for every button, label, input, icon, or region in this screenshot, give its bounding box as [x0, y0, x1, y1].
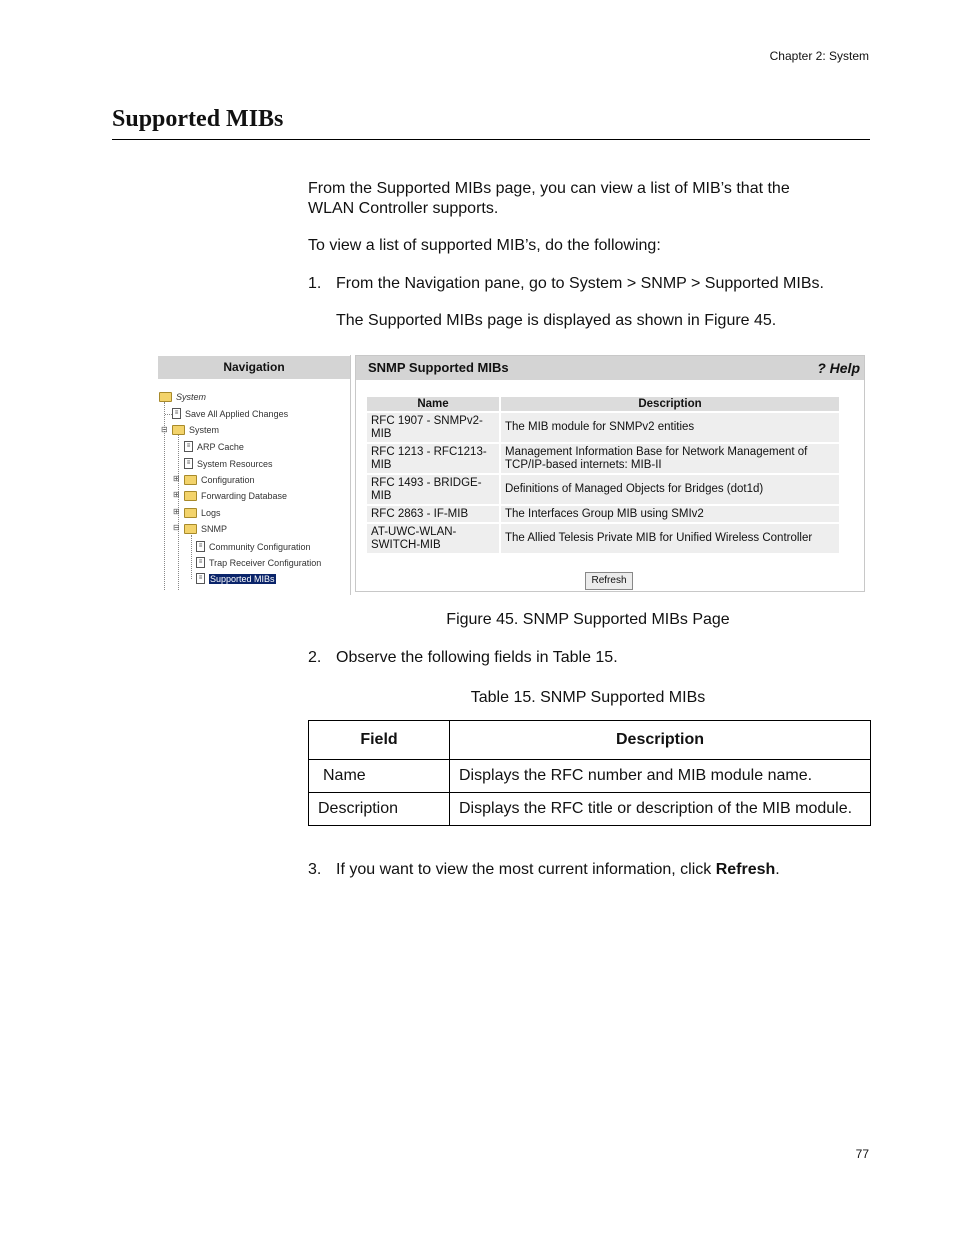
nav-item-snmp[interactable]: SNMP [184, 524, 227, 534]
step-2 [308, 648, 868, 668]
column-header-description: Description [501, 397, 839, 411]
figure-caption: Figure 45. SNMP Supported MIBs Page [446, 611, 730, 628]
page-icon: ≡ [196, 541, 205, 552]
field-description: Displays the RFC number and MIB module name. [450, 760, 871, 793]
mib-name: RFC 1493 - BRIDGE-MIB [367, 475, 499, 504]
page-icon: ≡ [184, 458, 193, 469]
field-name: Description [309, 793, 450, 826]
mib-description: The MIB module for SNMPv2 entities [501, 413, 839, 442]
page-icon: ≡ [172, 408, 181, 419]
folder-icon [184, 491, 197, 501]
page-number: 77 [855, 1147, 869, 1161]
intro-line-1: From the Supported MIBs page, you can view a list of MIB’s that the [308, 180, 790, 197]
chapter-header: Chapter 2: System [769, 49, 869, 63]
step-text: Observe the following fields in Table 15. [336, 649, 618, 666]
folder-icon [184, 508, 197, 518]
mib-name: RFC 1907 - SNMPv2-MIB [367, 413, 499, 442]
table-row [367, 506, 839, 522]
field-name: Name [309, 760, 450, 793]
navigation-pane [158, 355, 351, 595]
table-row [367, 475, 839, 504]
intro-paragraph [308, 179, 868, 219]
page-title: SNMP Supported MIBs [368, 360, 509, 375]
fields-table [308, 720, 871, 826]
main-header [356, 356, 864, 380]
step-number: 3. [308, 861, 322, 878]
nav-item-save-all-applied-changes[interactable]: ≡ Save All Applied Changes [172, 408, 288, 419]
mib-table [365, 395, 841, 555]
collapse-icon[interactable]: ⊟ [161, 425, 168, 434]
section-title: Supported MIBs [112, 106, 284, 132]
intro-line-2: WLAN Controller supports. [308, 200, 499, 217]
table-caption: Table 15. SNMP Supported MIBs [470, 689, 706, 706]
table-row [309, 760, 871, 793]
mib-description: Management Information Base for Network Management of TCP/IP-based internets: MIB-II [501, 444, 839, 473]
nav-item-forwarding-database[interactable]: Forwarding Database [184, 491, 287, 501]
expand-icon[interactable]: ⊞ [173, 474, 180, 483]
nav-item-logs[interactable]: Logs [184, 508, 221, 518]
mib-name: AT-UWC-WLAN-SWITCH-MIB [367, 524, 499, 553]
refresh-button[interactable]: Refresh [585, 572, 633, 590]
nav-item-configuration[interactable]: Configuration [184, 475, 255, 485]
nav-item-supported-mibs[interactable]: ≡ Supported MIBs [196, 573, 276, 584]
column-header-description: Description [450, 721, 871, 760]
nav-item-arp-cache[interactable]: ≡ ARP Cache [184, 441, 244, 452]
todo-paragraph: To view a list of supported MIB’s, do the following: [308, 237, 661, 254]
step-1 [308, 274, 868, 294]
table-row [367, 524, 839, 553]
nav-item-system-resources[interactable]: ≡ System Resources [184, 458, 273, 469]
table-row [367, 413, 839, 442]
navigation-header: Navigation [158, 356, 350, 379]
expand-icon[interactable]: ⊞ [173, 507, 180, 516]
page-icon: ≡ [196, 573, 205, 584]
table-row [367, 444, 839, 473]
mib-description: Definitions of Managed Objects for Bridges (dot1d) [501, 475, 839, 504]
folder-open-icon [172, 425, 185, 435]
table-row [309, 793, 871, 826]
snmp-supported-mibs-screenshot [158, 355, 864, 595]
column-header-name: Name [367, 397, 499, 411]
nav-item-root-system[interactable]: System [159, 392, 206, 402]
folder-icon [184, 475, 197, 485]
nav-item-community-configuration[interactable]: ≡ Community Configuration [196, 541, 311, 552]
collapse-icon[interactable]: ⊟ [173, 523, 180, 532]
section-divider [112, 139, 870, 140]
refresh-emphasis: Refresh [715, 861, 776, 878]
mib-name: RFC 1213 - RFC1213-MIB [367, 444, 499, 473]
mib-description: The Allied Telesis Private MIB for Unified Wireless Controller [501, 524, 839, 553]
nav-item-system[interactable]: System [172, 425, 219, 435]
page-icon: ≡ [184, 441, 193, 452]
help-link[interactable]: ? Help [817, 360, 860, 376]
mib-name: RFC 2863 - IF-MIB [367, 506, 499, 522]
step-3 [308, 860, 868, 880]
step-1-result: The Supported MIBs page is displayed as shown in Figure 45. [336, 312, 777, 329]
step-text: From the Navigation pane, go to System > SNMP > Supported MIBs. [336, 275, 824, 292]
field-description: Displays the RFC title or description of the MIB module. [450, 793, 871, 826]
step-number: 1. [308, 275, 322, 292]
folder-open-icon [159, 392, 172, 402]
nav-item-trap-receiver-configuration[interactable]: ≡ Trap Receiver Configuration [196, 557, 321, 568]
step-number: 2. [308, 649, 322, 666]
expand-icon[interactable]: ⊞ [173, 490, 180, 499]
folder-open-icon [184, 524, 197, 534]
mib-description: The Interfaces Group MIB using SMIv2 [501, 506, 839, 522]
page-icon: ≡ [196, 557, 205, 568]
column-header-field: Field [309, 721, 450, 760]
main-pane [355, 355, 865, 592]
step-text: If you want to view the most current information, click Refresh. [336, 861, 780, 878]
